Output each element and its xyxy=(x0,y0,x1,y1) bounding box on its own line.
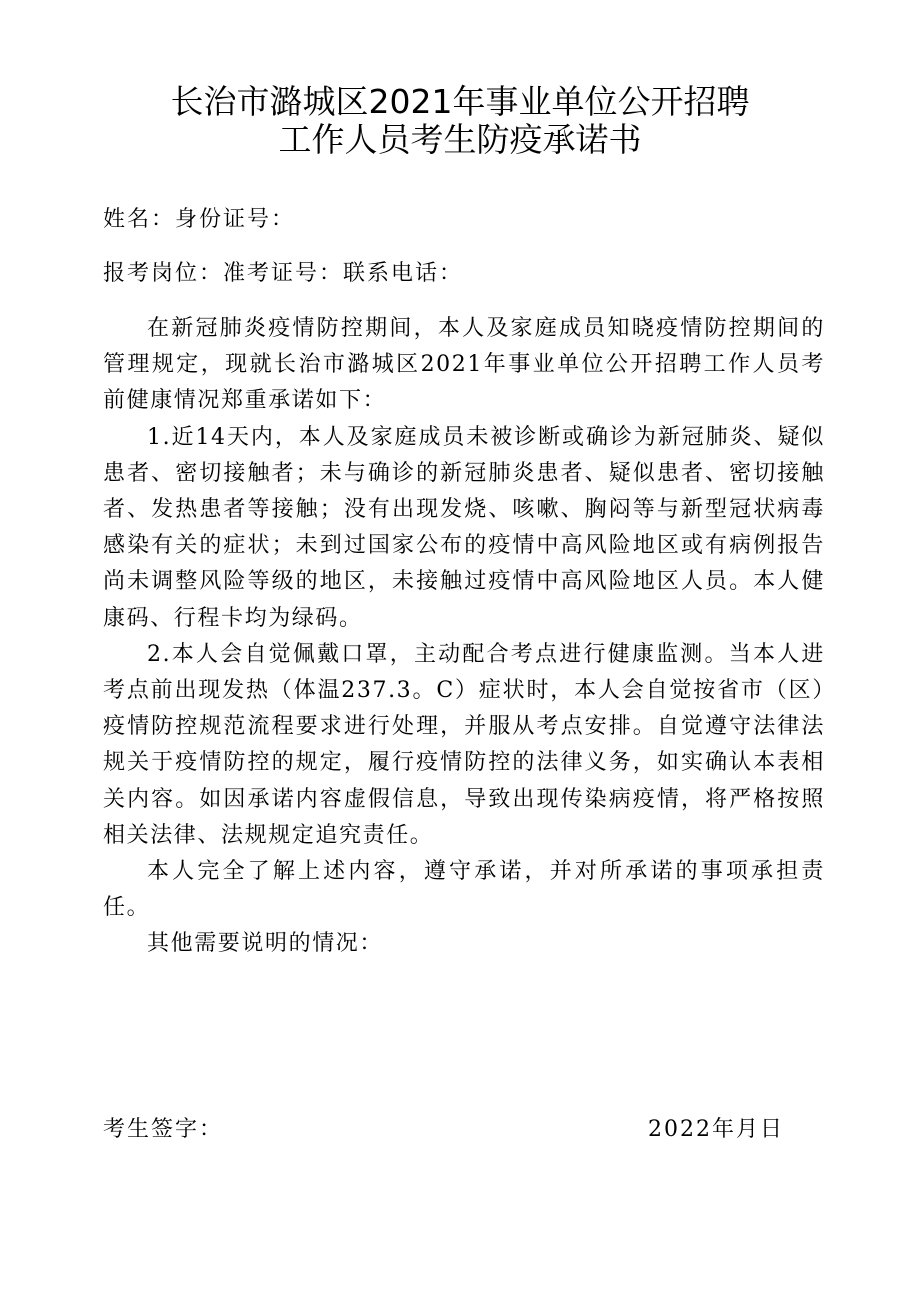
document-title-line-1: 长治市潞城区2021年事业单位公开招聘 xyxy=(170,82,750,121)
commitment-item-2: 2.本人会自觉佩戴口罩，主动配合考点进行健康监测。当本人进考点前出现发热（体温237.3。C）症状时，本人会自觉按省市（区）疫情防控规范流程要求进行处理，并服从考点安排。自觉遵守法律法规关于疫情防控的规定，履行疫情防控的法律义务，如实确认本表相关内容。如因承诺内容虚假信息，导致出现传染病疫情，将严格按照相关法律、法规规定追究责任。 xyxy=(103,641,825,848)
position-ticket-phone-field-line: 报考岗位：准考证号：联系电话： xyxy=(103,261,464,286)
document-title-line-2: 工作人员考生防疫承诺书 xyxy=(278,120,642,159)
commitment-body xyxy=(103,311,825,963)
intro-paragraph: 在新冠肺炎疫情防控期间，本人及家庭成员知晓疫情防控期间的管理规定，现就长治市潞城区2021年事业单位公开招聘工作人员考前健康情况郑重承诺如下： xyxy=(103,316,825,414)
name-id-field-line: 姓名：身份证号： xyxy=(103,207,296,232)
commitment-item-1: 1.近14天内，本人及家庭成员未被诊断或确诊为新冠肺炎、疑似患者、密切接触者；未与确诊的新冠肺炎患者、疑似患者、密切接触者、发热患者等接触；没有出现发烧、咳嗽、胸闷等与新型冠状病毒感染有关的症状；未到过国家公布的疫情中高风险地区或有病例报告尚未调整风险等级的地区，未接触过疫情中高风险地区人员。本人健康码、行程卡均为绿码。 xyxy=(103,424,825,631)
signature-date: 2022年月日 xyxy=(648,1117,784,1142)
signature-label: 考生签字： xyxy=(103,1117,224,1142)
other-notes-label: 其他需要说明的情况： xyxy=(147,931,384,957)
closing-paragraph: 本人完全了解上述内容，遵守承诺，并对所承诺的事项承担责任。 xyxy=(103,859,825,921)
